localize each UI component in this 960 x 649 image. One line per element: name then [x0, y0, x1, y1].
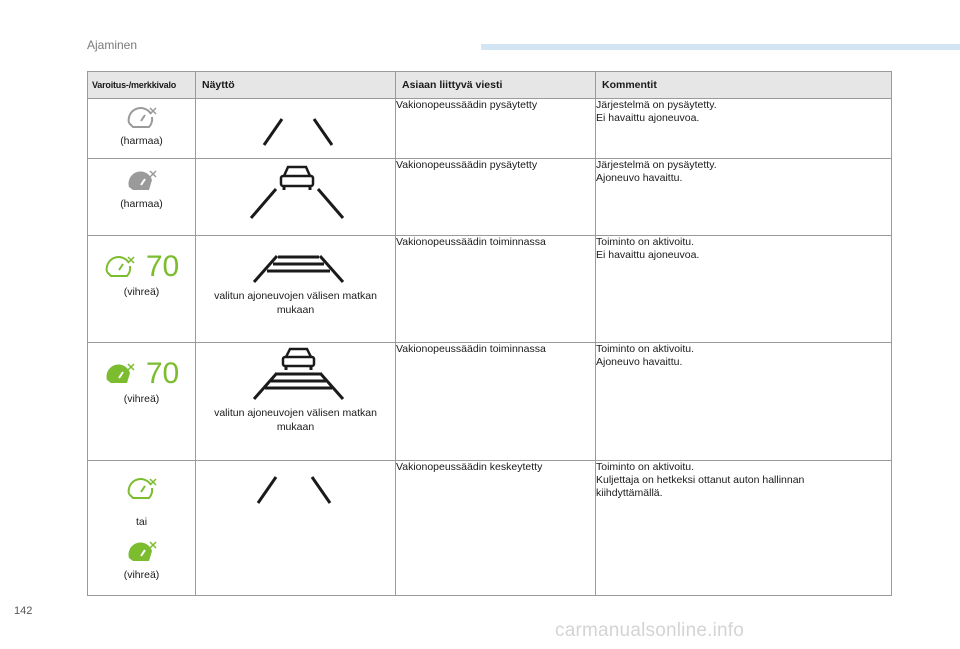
message-cell: Vakionopeussäädin pysäytetty — [396, 159, 596, 236]
speedometer-filled-gray-icon — [126, 169, 158, 193]
comment-line: Järjestelmä on pysäytetty. — [596, 159, 717, 171]
section-title: Ajaminen — [87, 38, 138, 52]
display-cell — [196, 236, 396, 343]
comment-cell — [596, 461, 892, 596]
display-cell — [196, 159, 396, 236]
watermark: carmanualsonline.info — [555, 620, 745, 641]
comment-cell — [596, 236, 892, 343]
indicator-color-label: (vihreä) — [123, 569, 160, 581]
table-row — [88, 343, 892, 461]
display-cell — [196, 461, 396, 596]
display-caption: valitun ajoneuvojen välisen matkan mukaan — [214, 407, 377, 433]
comment-line: kiihdyttämällä. — [596, 487, 663, 499]
comment-line: Kuljettaja on hetkeksi ottanut auton hallinnan — [596, 474, 805, 486]
comment-line: Toiminto on aktivoitu. — [596, 236, 695, 248]
set-speed-value: 70 — [145, 250, 180, 283]
lane-lines-icon — [196, 99, 394, 155]
comment-line: Ei havaittu ajoneuvoa. — [596, 112, 700, 124]
comment-line: Järjestelmä on pysäytetty. — [596, 99, 717, 111]
speedometer-outline-green-icon — [126, 477, 158, 501]
distance-bars-with-car-icon — [197, 343, 395, 403]
lane-lines-icon — [196, 461, 394, 511]
indicator-color-label: (harmaa) — [120, 198, 163, 210]
message-cell: Vakionopeussäädin toiminnassa — [396, 236, 596, 343]
distance-bars-icon — [197, 236, 395, 286]
speedometer-filled-green-icon — [104, 362, 136, 386]
indicator-cell — [88, 159, 196, 236]
lane-lines-with-car-icon — [196, 159, 394, 232]
table-row — [88, 236, 892, 343]
indicator-cell — [88, 236, 196, 343]
column-header-display: Näyttö — [196, 72, 396, 99]
speedometer-outline-gray-icon — [126, 106, 158, 130]
set-speed-value: 70 — [145, 357, 180, 390]
comment-line: Ajoneuvo havaittu. — [596, 356, 683, 368]
table-header-row — [88, 72, 892, 99]
indicator-color-label: (harmaa) — [120, 135, 163, 147]
column-header-indicator: Varoitus-/merkkivalo — [88, 72, 196, 99]
message-cell: Vakionopeussäädin toiminnassa — [396, 343, 596, 461]
comment-line: Ei havaittu ajoneuvoa. — [596, 249, 700, 261]
display-caption: valitun ajoneuvojen välisen matkan mukaan — [214, 290, 377, 316]
message-cell: Vakionopeussäädin keskeytetty — [396, 461, 596, 596]
speedometer-outline-green-icon — [104, 255, 136, 279]
indicator-color-label: (vihreä) — [123, 393, 160, 405]
indicator-cell — [88, 343, 196, 461]
message-cell: Vakionopeussäädin pysäytetty — [396, 99, 596, 159]
display-cell — [196, 343, 396, 461]
comment-line: Toiminto on aktivoitu. — [596, 343, 695, 355]
indicator-cell — [88, 461, 196, 596]
indicator-table — [87, 71, 892, 596]
table-row — [88, 159, 892, 236]
comment-line: Ajoneuvo havaittu. — [596, 172, 683, 184]
table-row — [88, 99, 892, 159]
column-header-message: Asiaan liittyvä viesti — [396, 72, 596, 99]
speedometer-filled-green-icon — [126, 540, 158, 564]
indicator-or-label: tai — [135, 516, 148, 528]
comment-cell — [596, 99, 892, 159]
comment-cell — [596, 343, 892, 461]
comment-line: Toiminto on aktivoitu. — [596, 461, 695, 473]
indicator-cell — [88, 99, 196, 159]
column-header-comments: Kommentit — [596, 72, 892, 99]
display-cell — [196, 99, 396, 159]
page-number: 142 — [14, 605, 33, 617]
table-row — [88, 461, 892, 596]
comment-cell — [596, 159, 892, 236]
header-accent-bar — [481, 44, 960, 50]
indicator-color-label: (vihreä) — [123, 286, 160, 298]
